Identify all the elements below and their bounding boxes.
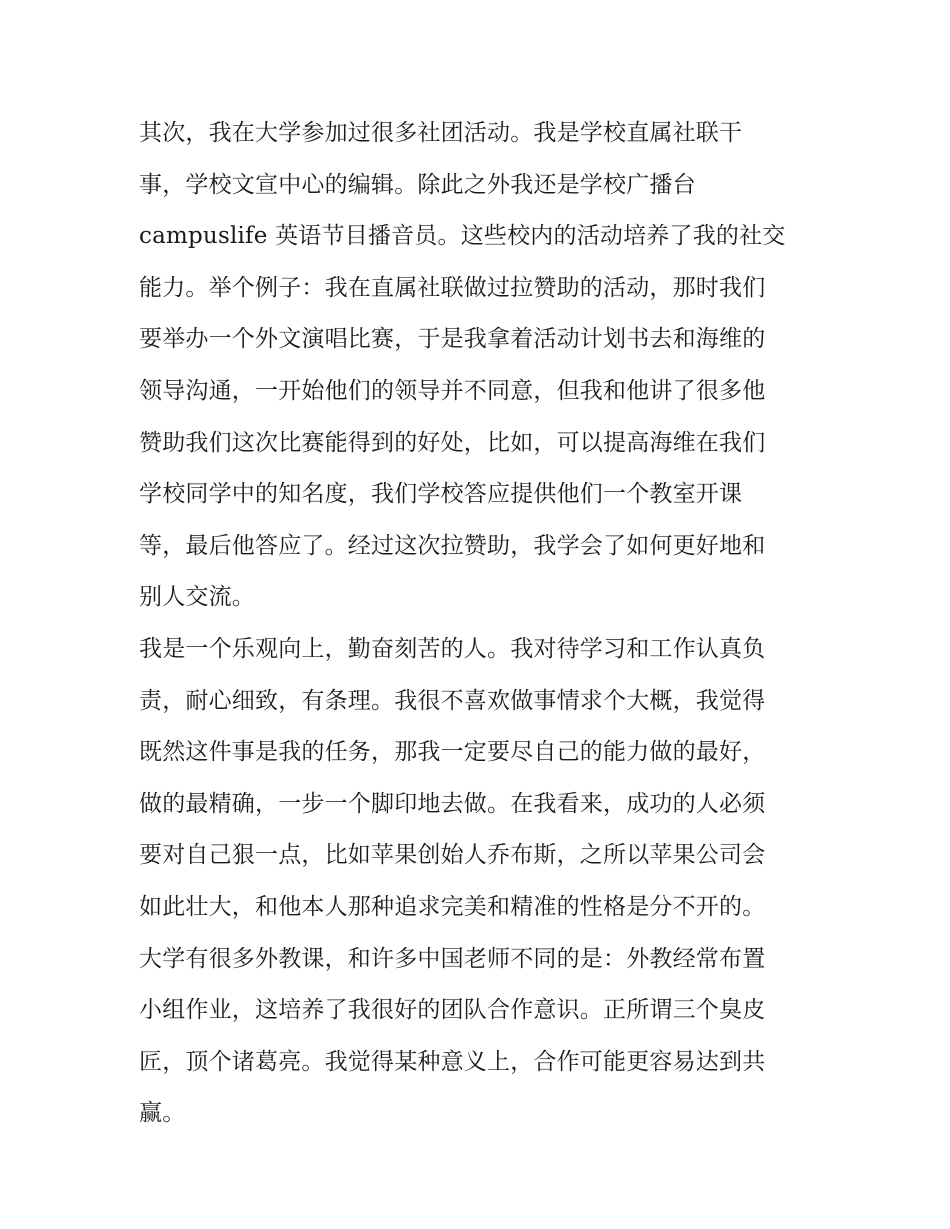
text-line: 要对自己狠一点，比如苹果创始人乔布斯，之所以苹果公司会 (139, 842, 766, 869)
text-line: 既然这件事是我的任务，那我一定要尽自己的能力做的最好， (139, 739, 766, 766)
text-line: 事，学校文宣中心的编辑。除此之外我还是学校广播台 (139, 171, 696, 198)
text-line: 我是一个乐观向上，勤奋刻苦的人。我对待学习和工作认真负 (139, 635, 766, 662)
body-text (139, 108, 819, 1140)
text-line: 责，耐心细致，有条理。我很不喜欢做事情求个大概，我觉得 (139, 687, 766, 714)
text-line: 要举办一个外文演唱比赛，于是我拿着活动计划书去和海维的 (139, 326, 766, 353)
text-line: 做的最精确，一步一个脚印地去做。在我看来，成功的人必须 (139, 790, 766, 817)
text-line: 如此壮大，和他本人那种追求完美和精准的性格是分不开的。 (139, 893, 766, 920)
text-line: 别人交流。 (139, 584, 255, 611)
text-line: 等，最后他答应了。经过这次拉赞助，我学会了如何更好地和 (139, 532, 766, 559)
text-line: 赢。 (139, 1100, 186, 1127)
text-line: 赞助我们这次比赛能得到的好处，比如，可以提高海维在我们 (139, 429, 766, 456)
text-line: 学校同学中的知名度，我们学校答应提供他们一个教室开课 (139, 481, 743, 508)
text-line: 大学有很多外教课，和许多中国老师不同的是：外教经常布置 (139, 945, 766, 972)
text-line: 匠，顶个诸葛亮。我觉得某种意义上，合作可能更容易达到共 (139, 1048, 766, 1075)
text-line: 其次，我在大学参加过很多社团活动。我是学校直属社联干 (139, 120, 743, 146)
text-line: 能力。举个例子：我在直属社联做过拉赞助的活动，那时我们 (139, 274, 766, 301)
text-line: 小组作业，这培养了我很好的团队合作意识。正所谓三个臭皮 (139, 997, 766, 1024)
text-line: 领导沟通，一开始他们的领导并不同意，但我和他讲了很多他 (139, 377, 766, 404)
text-line: campuslife 英语节目播音员。这些校内的活动培养了我的社交 (139, 223, 786, 250)
